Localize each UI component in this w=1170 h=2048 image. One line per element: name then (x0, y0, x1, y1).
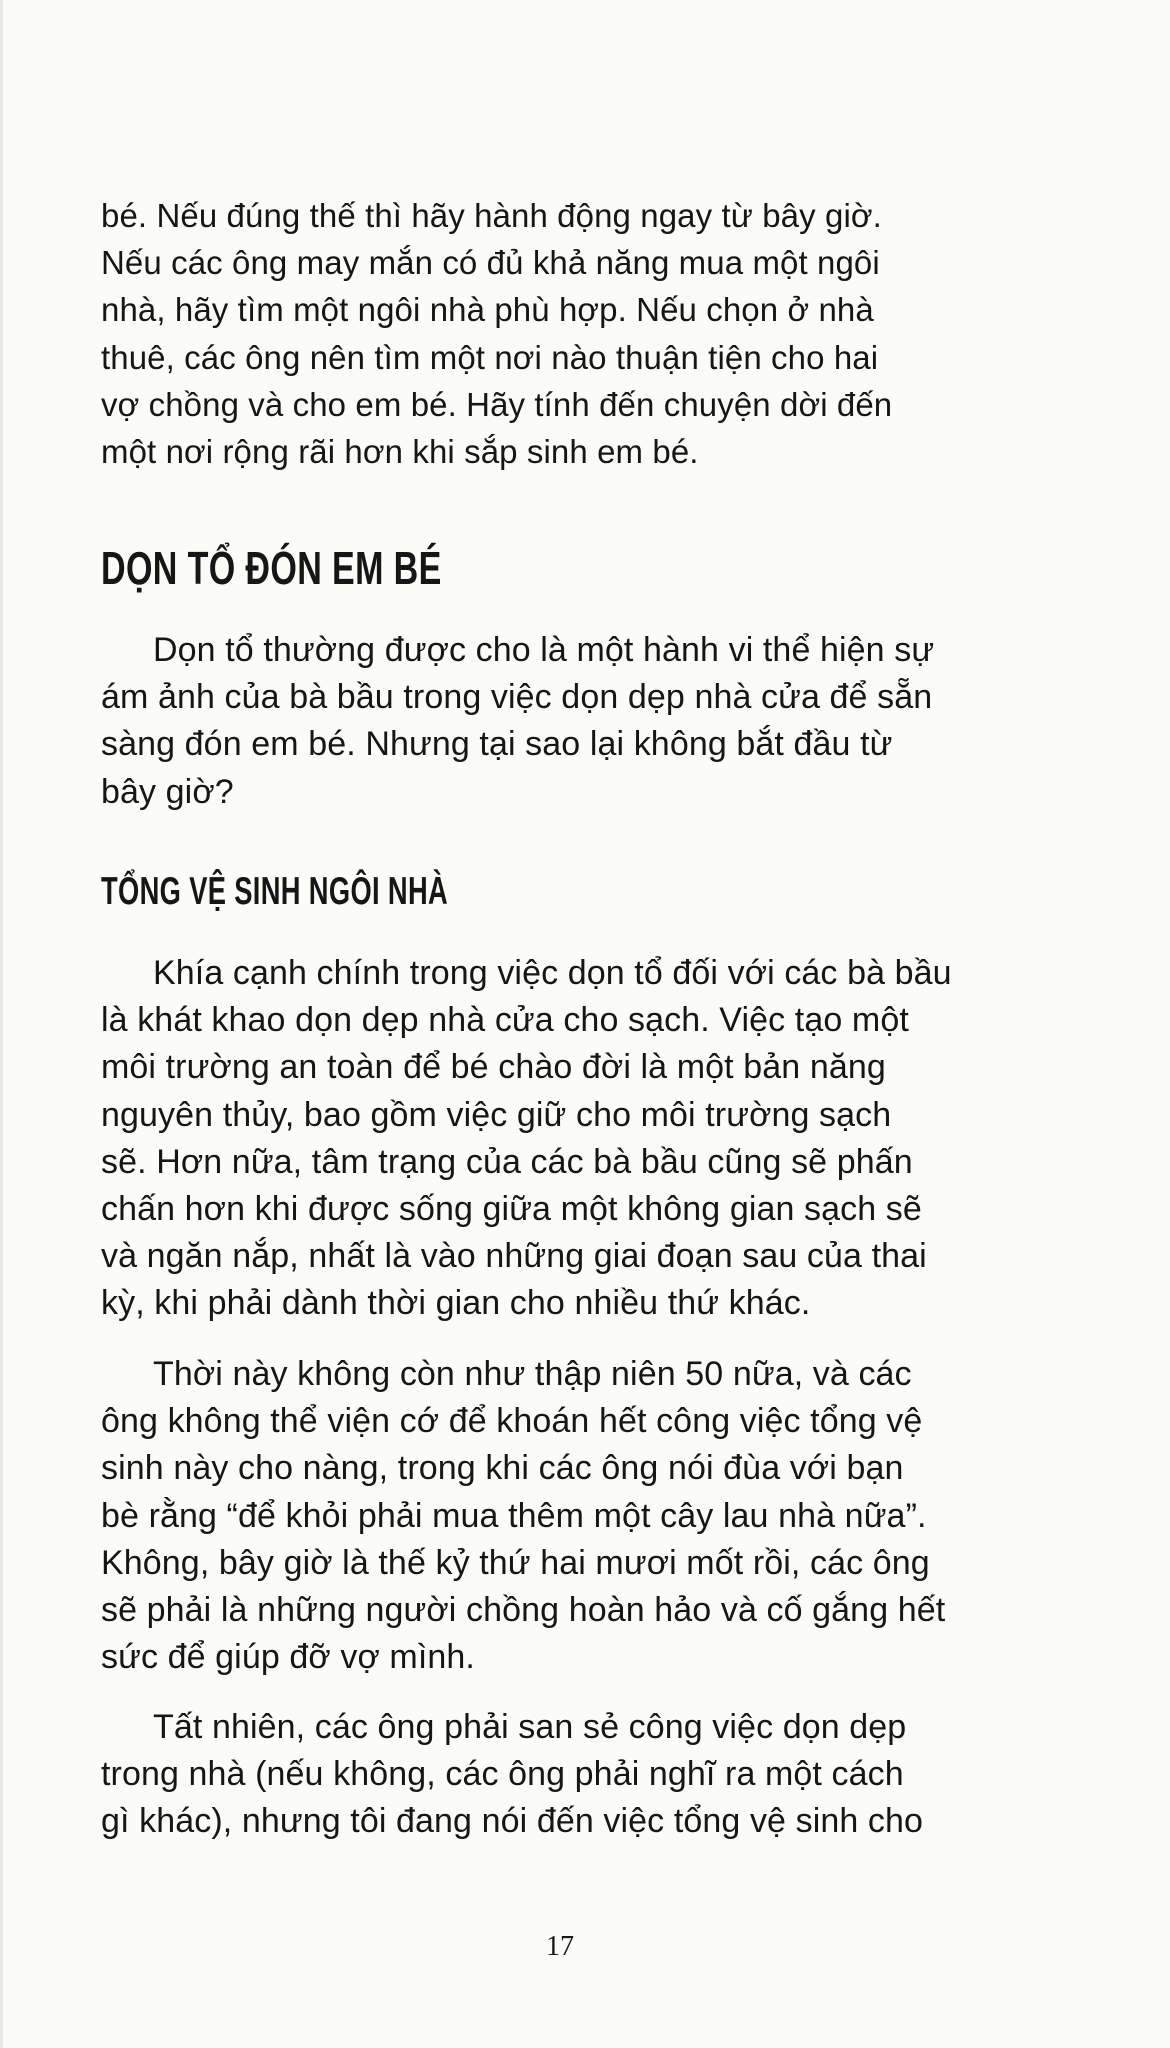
text-line: sàng đón em bé. Nhưng tại sao lại không bắt đầu từ (101, 725, 893, 764)
text-line: bè rằng “để khỏi phải mua thêm một cây lau nhà nữa”. (101, 1496, 927, 1535)
subsection-heading: TỔNG VỆ SINH NGÔI NHÀ (101, 870, 449, 913)
text-line: ám ảnh của bà bầu trong việc dọn dẹp nhà cửa để sẵn (101, 678, 933, 717)
paragraph-continuation (101, 192, 1021, 475)
text-line: Thời này không còn như thập niên 50 nữa, và các (153, 1355, 912, 1393)
text-line: Tất nhiên, các ông phải san sẻ công việc dọn dẹp (153, 1708, 907, 1746)
text-line: thuê, các ông nên tìm một nơi nào thuận tiện cho hai (101, 338, 879, 376)
text-line: kỳ, khi phải dành thời gian cho nhiều thứ khác. (101, 1284, 811, 1323)
text-line: Không, bây giờ là thế kỷ thứ hai mươi mốt rồi, các ông (101, 1543, 930, 1582)
paragraph-3 (101, 1704, 1021, 1846)
paragraph-2 (101, 1351, 1021, 1681)
text-line: Nếu các ông may mắn có đủ khả năng mua một ngôi (101, 244, 880, 282)
text-line: sức để giúp đỡ vợ mình. (101, 1638, 475, 1677)
paragraph-intro (101, 627, 1021, 816)
text-line: chấn hơn khi được sống giữa một không gian sạch sẽ (101, 1189, 922, 1228)
text-line: bé. Nếu đúng thế thì hãy hành động ngay từ bây giờ. (101, 197, 882, 234)
section-heading: DỌN TỔ ĐÓN EM BÉ (101, 542, 442, 594)
text-line: gì khác), nhưng tôi đang nói đến việc tổng vệ sinh cho (101, 1802, 924, 1841)
paragraph-1 (101, 950, 1021, 1328)
text-line: một nơi rộng rãi hơn khi sắp sinh em bé. (101, 432, 699, 470)
text-line: Khía cạnh chính trong việc dọn tổ đối với các bà bầu (153, 954, 952, 992)
text-line: nhà, hãy tìm một ngôi nhà phù hợp. Nếu chọn ở nhà (101, 291, 874, 329)
page-number: 17 (546, 1931, 574, 1962)
text-line: sẽ. Hơn nữa, tâm trạng của các bà bầu cũng sẽ phấn (101, 1142, 913, 1181)
text-line: Dọn tổ thường được cho là một hành vi thể hiện sự (153, 631, 935, 669)
text-line: ông không thể viện cớ để khoán hết công việc tổng vệ (101, 1402, 923, 1441)
text-line: vợ chồng và cho em bé. Hãy tính đến chuyện dời đến (101, 385, 893, 423)
text-line: nguyên thủy, bao gồm việc giữ cho môi trường sạch (101, 1095, 892, 1134)
text-line: là khát khao dọn dẹp nhà cửa cho sạch. Việc tạo một (101, 1001, 909, 1040)
text-line: sinh này cho nàng, trong khi các ông nói đùa với bạn (101, 1449, 904, 1488)
text-line: và ngăn nắp, nhất là vào những giai đoạn sau của thai (101, 1237, 927, 1276)
text-line: môi trường an toàn để bé chào đời là một bản năng (101, 1048, 886, 1087)
text-line: trong nhà (nếu không, các ông phải nghĩ ra một cách (101, 1755, 904, 1794)
text-line: bây giờ? (101, 772, 234, 811)
page-edge-shadow (0, 0, 3, 2048)
text-line: sẽ phải là những người chồng hoàn hảo và cố gắng hết (101, 1590, 946, 1629)
